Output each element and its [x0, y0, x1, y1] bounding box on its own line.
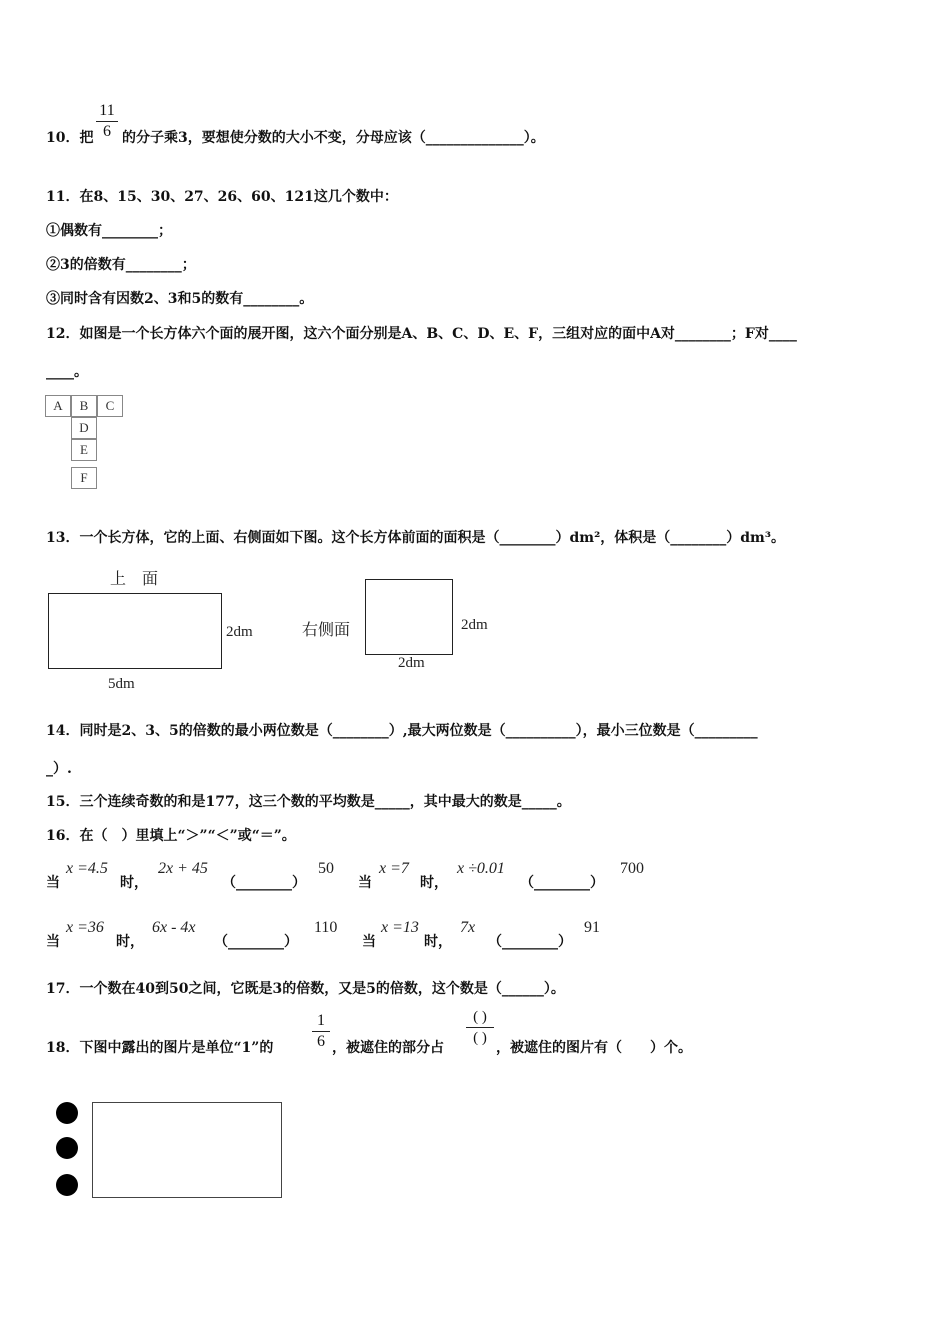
- q18-figure: [55, 1100, 295, 1200]
- question-12-text-cont: ____。: [46, 364, 88, 380]
- q16-r1a-shi: 时，: [120, 875, 148, 891]
- numerator: 11: [99, 102, 115, 119]
- q16-r1b-expression: x ÷0.01: [457, 860, 505, 877]
- q16-r2a-shi: 时，: [116, 934, 144, 950]
- q16-r1a-rhs: 50: [318, 860, 334, 877]
- q16-r2b-rhs: 91: [584, 919, 600, 936]
- top-face-rect: [48, 593, 222, 669]
- top-face-width: 5dm: [108, 676, 135, 692]
- question-13-text: 13．一个长方体，它的上面、右侧面如下图。这个长方体前面的面积是（________）dm²，体积是（________）dm³。: [46, 530, 785, 546]
- side-face-width: 2dm: [398, 655, 425, 671]
- visible-dot-1: [56, 1102, 78, 1124]
- q16-r2b-dang: 当: [362, 934, 376, 950]
- visible-dot-3: [56, 1174, 78, 1196]
- side-face-height: 2dm: [461, 617, 488, 633]
- question-18-prefix: 18．下图中露出的图片是单位“1”的: [46, 1040, 274, 1056]
- side-face-rect: [365, 579, 453, 655]
- question-12-text: 12．如图是一个长方体六个面的展开图，这六个面分别是A、B、C、D、E、F，三组对应的面中A对________；F对____: [46, 326, 797, 342]
- question-11-item-1: ①偶数有________；: [46, 223, 172, 239]
- top-face-height: 2dm: [226, 624, 253, 640]
- question-16-title: 16．在（ ）里填上“＞”“＜”或“＝”。: [46, 828, 296, 844]
- numerator-blank: ( ): [473, 1009, 487, 1025]
- q16-r2a-condition: x =36: [66, 919, 104, 936]
- numerator: 1: [317, 1012, 325, 1029]
- question-18-suffix: ，被遮住的图片有（ ）个。: [496, 1040, 692, 1056]
- face-c: C: [97, 395, 123, 417]
- q16-r2a-expression: 6x - 4x: [152, 919, 196, 936]
- q16-r1b-shi: 时，: [420, 875, 448, 891]
- cover-rectangle: [92, 1102, 282, 1198]
- question-17-text: 17．一个数在40到50之间，它既是3的倍数，又是5的倍数，这个数是（______）。: [46, 981, 565, 997]
- face-a: A: [45, 395, 71, 417]
- q16-r1a-expression: 2x + 45: [158, 860, 208, 877]
- visible-dot-2: [56, 1137, 78, 1159]
- q16-r2a-blank: （________）: [214, 934, 298, 950]
- q16-r1b-condition: x =7: [379, 860, 409, 877]
- q16-r2b-blank: （________）: [488, 934, 572, 950]
- q16-r2a-dang: 当: [46, 934, 60, 950]
- question-18-mid: ，被遮住的部分占: [332, 1040, 444, 1056]
- fraction-11-6: [96, 102, 118, 141]
- q16-r1b-dang: 当: [358, 875, 372, 891]
- question-14-text: 14．同时是2、3、5的倍数的最小两位数是（________）,最大两位数是（__________），最小三位数是（_________: [46, 723, 758, 739]
- q16-r1a-blank: （________）: [222, 875, 306, 891]
- q16-r1b-rhs: 700: [620, 860, 644, 877]
- denominator: 6: [103, 123, 111, 140]
- fraction-1-6: [312, 1012, 330, 1051]
- question-10-text: 的分子乘3，要想使分数的大小不变，分母应该（______________）。: [122, 130, 545, 146]
- question-11-title: 11．在8、15、30、27、26、60、121这几个数中：: [46, 189, 398, 205]
- q16-r2b-expression: 7x: [460, 919, 476, 936]
- top-face-label: 上 面: [110, 571, 159, 588]
- face-f: F: [71, 467, 97, 489]
- q16-r2a-rhs: 110: [314, 919, 338, 936]
- question-11-item-2: ②3的倍数有________；: [46, 257, 196, 273]
- side-face-label: 右侧面: [302, 622, 351, 639]
- face-e: E: [71, 439, 97, 461]
- denominator: 6: [317, 1033, 325, 1050]
- cuboid-net-figure: [45, 395, 125, 495]
- q16-r1b-blank: （________）: [520, 875, 604, 891]
- question-11-item-3: ③同时含有因数2、3和5的数有________。: [46, 291, 314, 307]
- q16-r2b-shi: 时，: [424, 934, 452, 950]
- question-15-text: 15．三个连续奇数的和是177，这三个数的平均数是_____，其中最大的数是_____。: [46, 794, 571, 810]
- fraction-blank: [466, 1008, 494, 1047]
- q16-r1a-dang: 当: [46, 875, 60, 891]
- face-d: D: [71, 417, 97, 439]
- denominator-blank: ( ): [473, 1030, 487, 1046]
- face-b: B: [71, 395, 97, 417]
- question-10-prefix: 10．把: [46, 130, 94, 146]
- q16-r1a-condition: x =4.5: [66, 860, 108, 877]
- q16-r2b-condition: x =13: [381, 919, 419, 936]
- question-14-text-cont: _）.: [46, 761, 72, 777]
